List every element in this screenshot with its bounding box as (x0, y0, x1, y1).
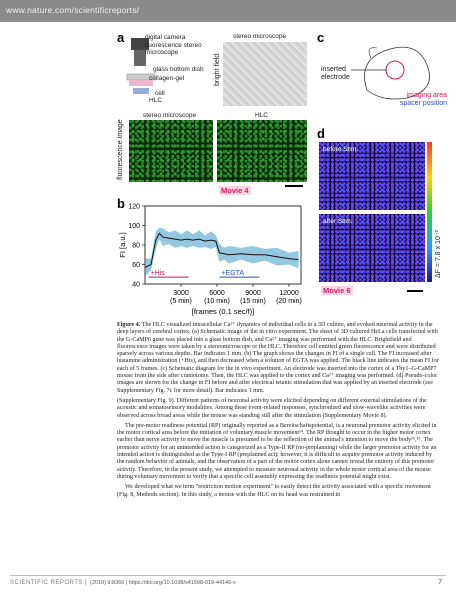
site-url: www.nature.com/scientificreports/ (6, 5, 140, 15)
scale-bar-a (285, 185, 303, 187)
paragraph-1: (Supplementary Fig. 9). Different patterns of neuronal activity were elicited depending on different external stimulations of the acoustic and somatosensory modalities. Among these event-related responses, synchronized and slow-wavelike activities were observed across broad areas while the mouse was standing still after the stimulation (Supplementary Movie 8). (117, 398, 427, 419)
treatment-label: +EGTA (221, 270, 245, 278)
label-collagen: collagen-gel (149, 75, 185, 82)
imaging-area-text: imaging area (406, 92, 447, 99)
caption-title: Figure 4. (117, 322, 142, 328)
x-axis-label: [frames (0.1 sec/f)] (191, 307, 255, 316)
fi-line-chart (115, 198, 311, 320)
fluorescence-stereo-image (129, 120, 213, 182)
ear-shape (369, 48, 377, 58)
y-tick-label: 120 (128, 203, 140, 211)
label-hlc: HLC (149, 97, 163, 104)
page-number: 7 (438, 579, 442, 586)
x-tick-sublabel: (5 min) (170, 298, 192, 305)
label-fluorescence: fluorescence stereo microscope (145, 42, 202, 56)
y-axis-label: FI [a.u.] (118, 232, 127, 258)
citation: (2019) 9:8366 | https://doi.org/10.1038/s41598-019-44146-x (90, 580, 236, 586)
label-digital-camera: digital camera (145, 34, 186, 41)
bright-field-image (223, 42, 307, 106)
body-text (117, 398, 439, 502)
y-tick-label: 100 (128, 223, 140, 230)
imaging-area-circle (386, 61, 404, 79)
colorbar (427, 142, 432, 282)
label-glass-dish: glass bottom dish (153, 66, 204, 73)
figure-4 (115, 30, 445, 320)
x-tick-label: 9000 (245, 290, 261, 297)
treatment-label: +His (150, 270, 165, 278)
panel-a-label: a (117, 30, 125, 45)
figure-caption (117, 322, 439, 395)
colorbar-scale-label: ΔF = 7.8 x 10⁻² (435, 230, 442, 278)
scale-bar-d (407, 290, 423, 292)
label-cell: cell (155, 90, 165, 97)
panel-b-label: b (117, 196, 125, 211)
x-tick-sublabel: (20 min) (276, 298, 302, 305)
y-tick-label: 40 (132, 281, 140, 289)
caption-text: The HLC visualized intracellular Ca²⁺ dynamics of individual cells in a 3D culture, and evoked neuronal activity in the deep layers of cerebral cortex. (a) Schematic image of the in vitro experiment. The sheet of 3D cultured HeLa cells transfected with the G-CaMP6 gene was placed into a glass bottom dish, and Ca²⁺ imaging was performed with the HLC. Brightfield and fluorescence images were taken by a stereomicroscope or the HLC. Therefore cell emitted green fluorescence and were distributed sparsely across various depths. Bar indicates 1 mm. (b) The graph shows the changes in FI of a single cell. The FI increased after histamine administration (+His), and then decreased when a solution of EGTA was applied. The black line indicates the mean FI for each of 5 frames. (c) Schematic diagram for the in vivo experiment. An electrode was inserted into the cortex of a Thy1–G-CaMP7 mouse from the side after craniotomy. Then, the HLC was applied to the cortex and Ca²⁺ imaging was performed. (d) Pseudo-color images are shown for the change in FI before and after electrical tetanic stimulation that was applied by an inserted electrode (see Supplementary Fig. 7c for more detail). Bar indicates 1 mm. (117, 322, 439, 394)
stereo-microscope-title: stereo microscope (233, 33, 287, 40)
top-banner (0, 0, 456, 22)
variance-band (145, 227, 299, 276)
journal-name: SCIENTIFIC REPORTS | (10, 580, 88, 586)
bright-field-label: bright field (214, 53, 221, 86)
imaging-area-label (387, 92, 447, 108)
x-tick-sublabel: (15 min) (240, 298, 266, 305)
fluorescence-hlc-image (217, 120, 307, 182)
after-stim-label: after Stim. (323, 218, 353, 225)
panel-c-label: c (317, 30, 325, 45)
page-footer (10, 575, 446, 586)
inserted-electrode-label (321, 66, 357, 82)
paragraph-2: The pre-motor readiness potential (RP) originally reported as a Bereitschaftspotential, is a neuronal premotor activity elicited in the motor cortical area before the initiation of voluntary muscle movement¹⁴. The RP thought to occur in the higher motor cortex earlier than nerve activity to move the muscle is presumed to be the reflection of the animal's intention to move the body¹⁵,¹⁶. The premotor activity for an unintended action is categorized as a Type-II RP (no-preplanning) while the larger premotor activity for an intended action is distinguished as the Type-I RP (preplanned act); however, it is difficult to acquire premotor activity induced by the random behavior of animals, and the observation of a part of the motor cortex alone cannot reveal the entirety of this premotor activity. Therefore, in the present study, we attempted to measure neuronal activity in the whole motor cortical area of the mouse during voluntary movement to verify that a specific cell assembly expressing the readiness potential might exist. (117, 422, 437, 480)
fl-hlc-title: HLC (255, 112, 269, 119)
inserted-electrode-text: inserted electrode (321, 66, 350, 81)
before-stim-label: before Stim. (323, 146, 359, 153)
y-tick-label: 80 (132, 242, 140, 250)
x-tick-label: 3000 (173, 290, 189, 297)
movie-6-badge[interactable]: Movie 6 (323, 286, 351, 295)
x-tick-label: 12000 (279, 290, 299, 297)
paragraph-3: We developed what we term "restriction motion experiment" to easily detect the activity associated with a specific movement (Fig. 8, Methods section). In this study, a mouse with the HLC on its head was restrained in (117, 484, 431, 498)
movie-4-badge[interactable]: Movie 4 (221, 186, 249, 195)
x-tick-label: 6000 (209, 290, 225, 297)
spacer-text: spacer position (399, 100, 447, 107)
fluorescence-image-label: fluorescence image (117, 119, 124, 180)
y-tick-label: 60 (132, 262, 140, 269)
fl-stereo-title: stereo microscope (143, 112, 197, 119)
panel-a-labels (145, 34, 215, 104)
panel-d-label: d (317, 126, 325, 141)
x-tick-sublabel: (10 min) (204, 298, 230, 305)
